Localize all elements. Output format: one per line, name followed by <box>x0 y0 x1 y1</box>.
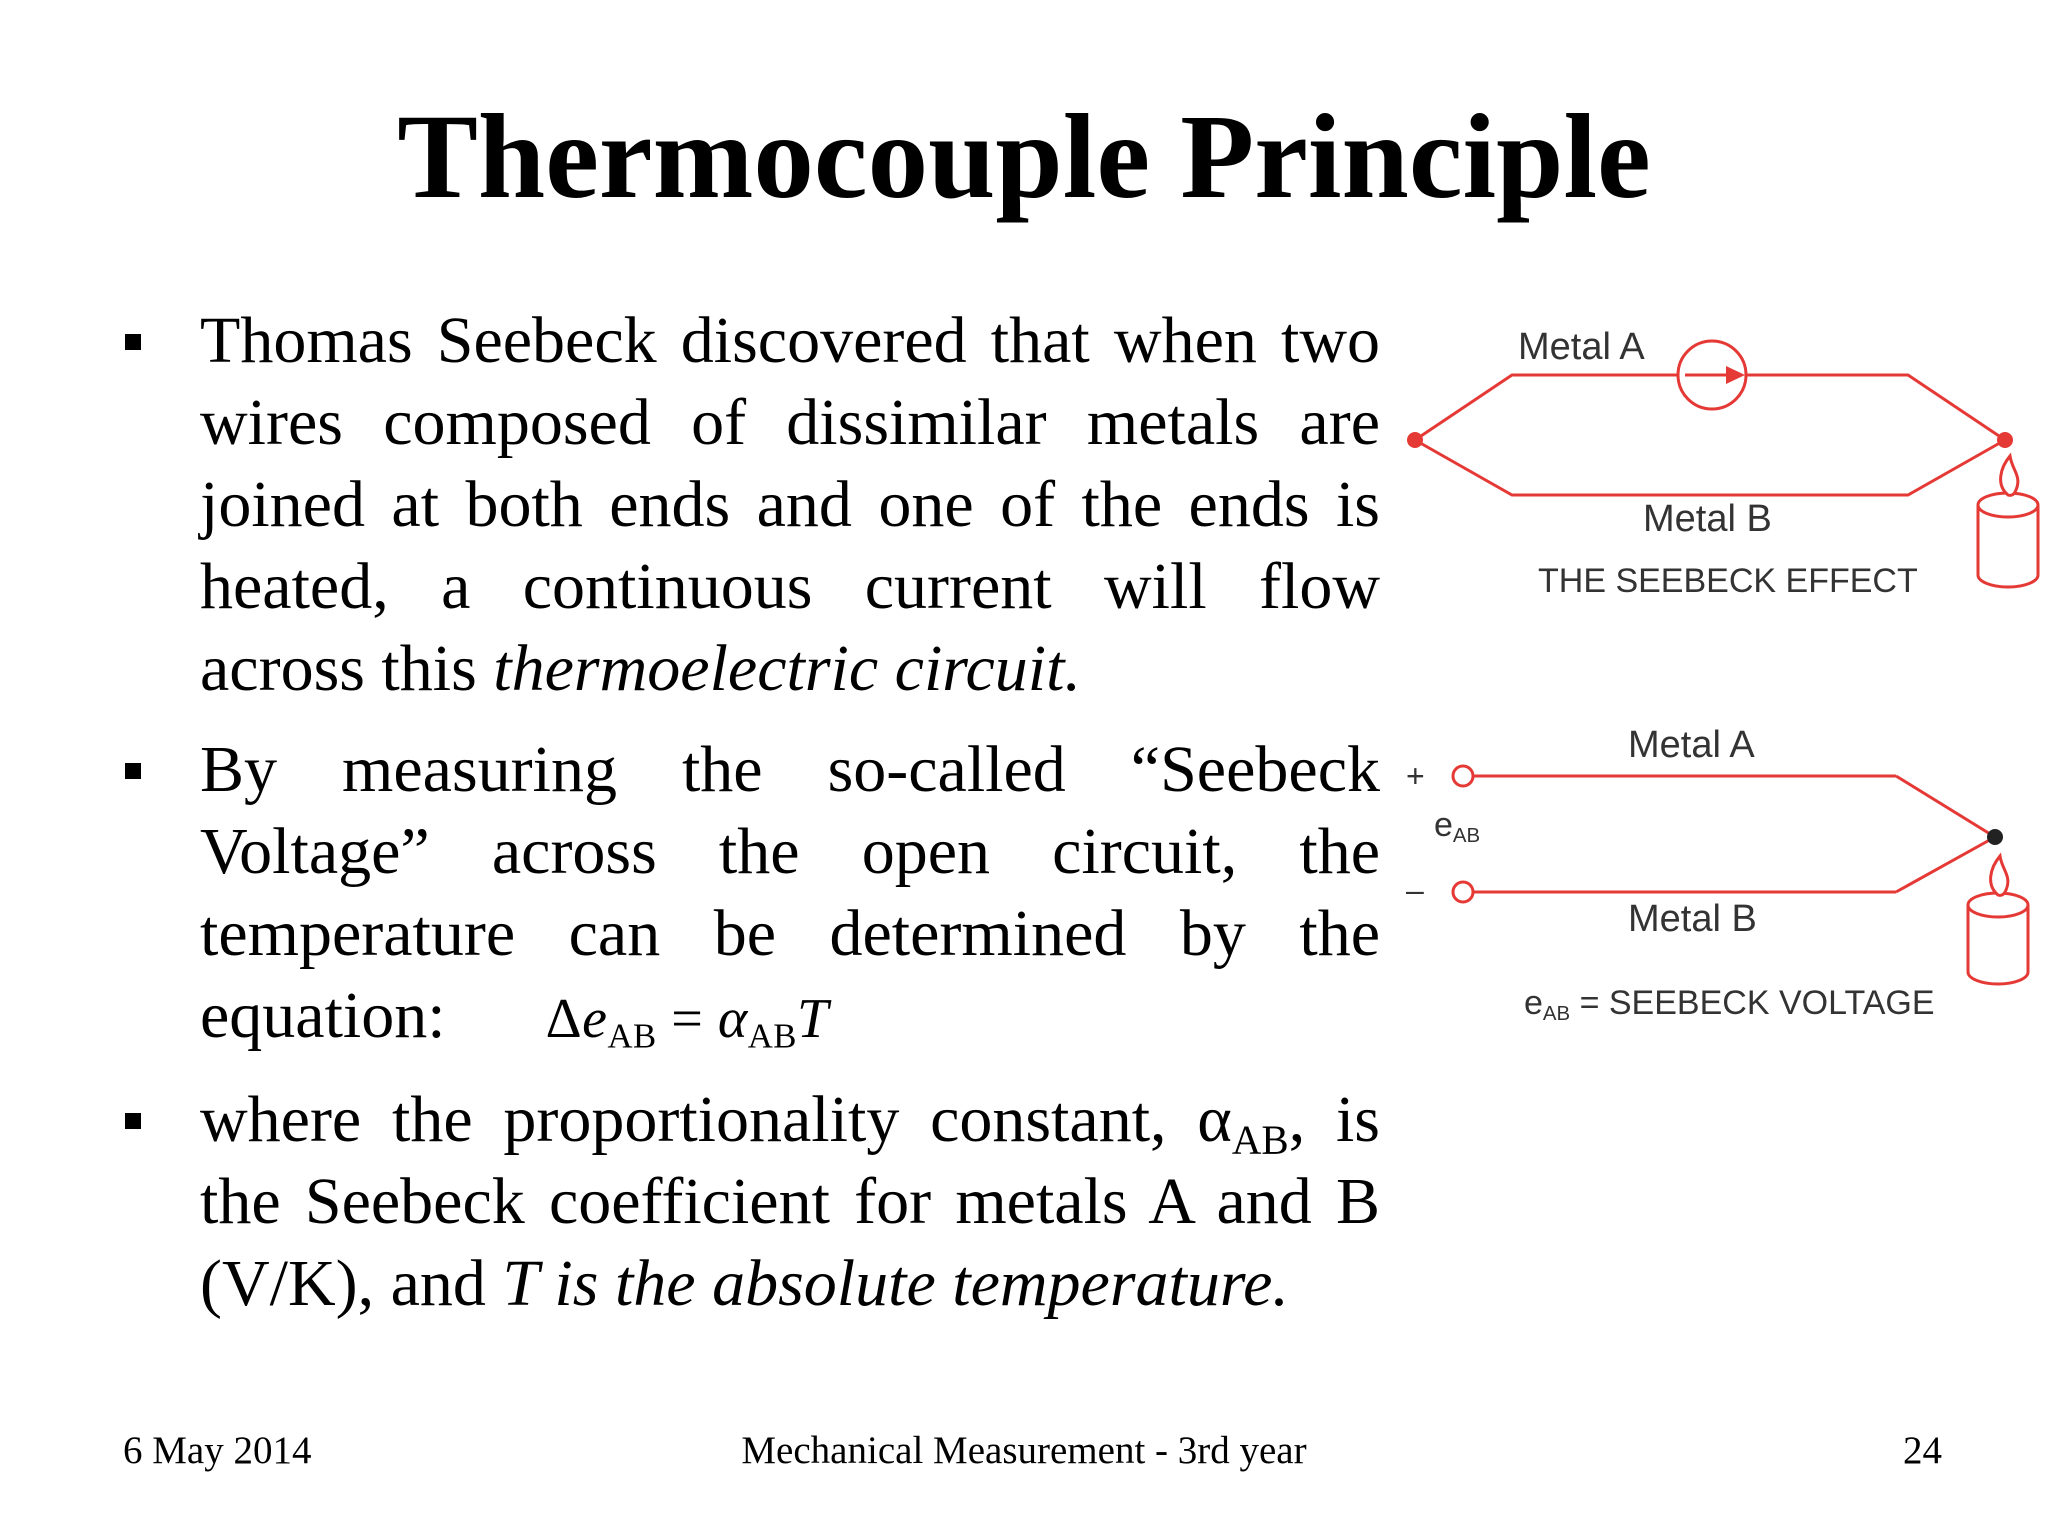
seebeck-voltage-caption <box>1524 984 1935 1026</box>
metal-b-label: Metal B <box>1628 898 1757 940</box>
bullet-italic-text: thermoelectric circuit. <box>493 632 1081 705</box>
metal-b-wire-slant <box>1896 837 1995 892</box>
minus-sign: – <box>1406 872 1424 908</box>
bullet-item <box>125 729 1380 1060</box>
equation-delta: Δ <box>545 988 583 1050</box>
candle-icon <box>1978 456 2038 587</box>
seebeck-diagram-graphic <box>1400 300 2048 1060</box>
metal-a-label: Metal A <box>1628 724 1755 766</box>
footer-date: 6 May 2014 <box>123 1429 312 1472</box>
bullet-marker <box>125 763 141 779</box>
bullet-item <box>125 300 1380 710</box>
metal-b-label: Metal B <box>1643 498 1772 540</box>
seebeck-effect-circuit <box>1415 341 2005 495</box>
metal-a-label: Metal A <box>1518 326 1645 368</box>
caption-text: = SEEBECK VOLTAGE <box>1570 984 1935 1022</box>
bullet-text: By measuring the so-called “Seebeck Voltage” across the open circuit, the temperature can be determined by the equation: <box>200 733 1380 1052</box>
cold-junction-dot <box>1407 432 1423 448</box>
slide-title: Thermocouple Principle <box>397 90 1651 224</box>
seebeck-diagram <box>1400 300 2048 1060</box>
positive-terminal <box>1453 766 1473 786</box>
plus-sign: + <box>1406 758 1425 794</box>
equation-e-subscript: AB <box>607 1016 657 1056</box>
bullet-marker <box>125 334 141 350</box>
equation-t: T <box>796 988 829 1050</box>
caption-subscript: AB <box>1542 1003 1571 1026</box>
footer-course: Mechanical Measurement - 3rd year <box>741 1429 1307 1472</box>
bullet-text: , is the Seebeck coefficient for metals A and B (V/K), and <box>200 1083 1380 1320</box>
bullet-italic-text: T is the absolute temperature. <box>502 1247 1289 1320</box>
eab-subscript: AB <box>1452 825 1481 848</box>
bullet-text: Thomas Seebeck discovered that when two wires composed of dissimilar metals are joined at both ends and one of the ends is heated, a continuous current will flow across this <box>200 304 1380 705</box>
eab-label <box>1434 806 1480 848</box>
hot-junction-dot-dark <box>1987 829 2003 845</box>
bullet-marker <box>125 1113 141 1129</box>
equation-e: e <box>582 988 608 1050</box>
caption-e: e <box>1524 984 1543 1022</box>
bullet-item <box>125 1079 1380 1325</box>
equation-alpha-subscript: AB <box>747 1016 797 1056</box>
slide-number: 24 <box>1903 1429 1942 1472</box>
metal-b-wire <box>1415 440 2005 495</box>
bullet-subscript: AB <box>1231 1117 1289 1163</box>
seebeck-voltage-circuit <box>1453 766 1995 902</box>
candle-icon <box>1968 856 2028 984</box>
equation-equals: = <box>656 988 718 1050</box>
hot-junction-dot <box>1997 432 2013 448</box>
bullet-text: where the proportionality constant, α <box>200 1083 1232 1156</box>
seebeck-equation <box>545 988 829 1056</box>
eab-e: e <box>1434 806 1453 844</box>
seebeck-effect-caption: THE SEEBECK EFFECT <box>1538 562 1918 600</box>
bullet-list <box>125 300 1380 1325</box>
equation-alpha: α <box>717 988 748 1050</box>
negative-terminal <box>1453 882 1473 902</box>
metal-a-wire-slant <box>1896 776 1995 837</box>
